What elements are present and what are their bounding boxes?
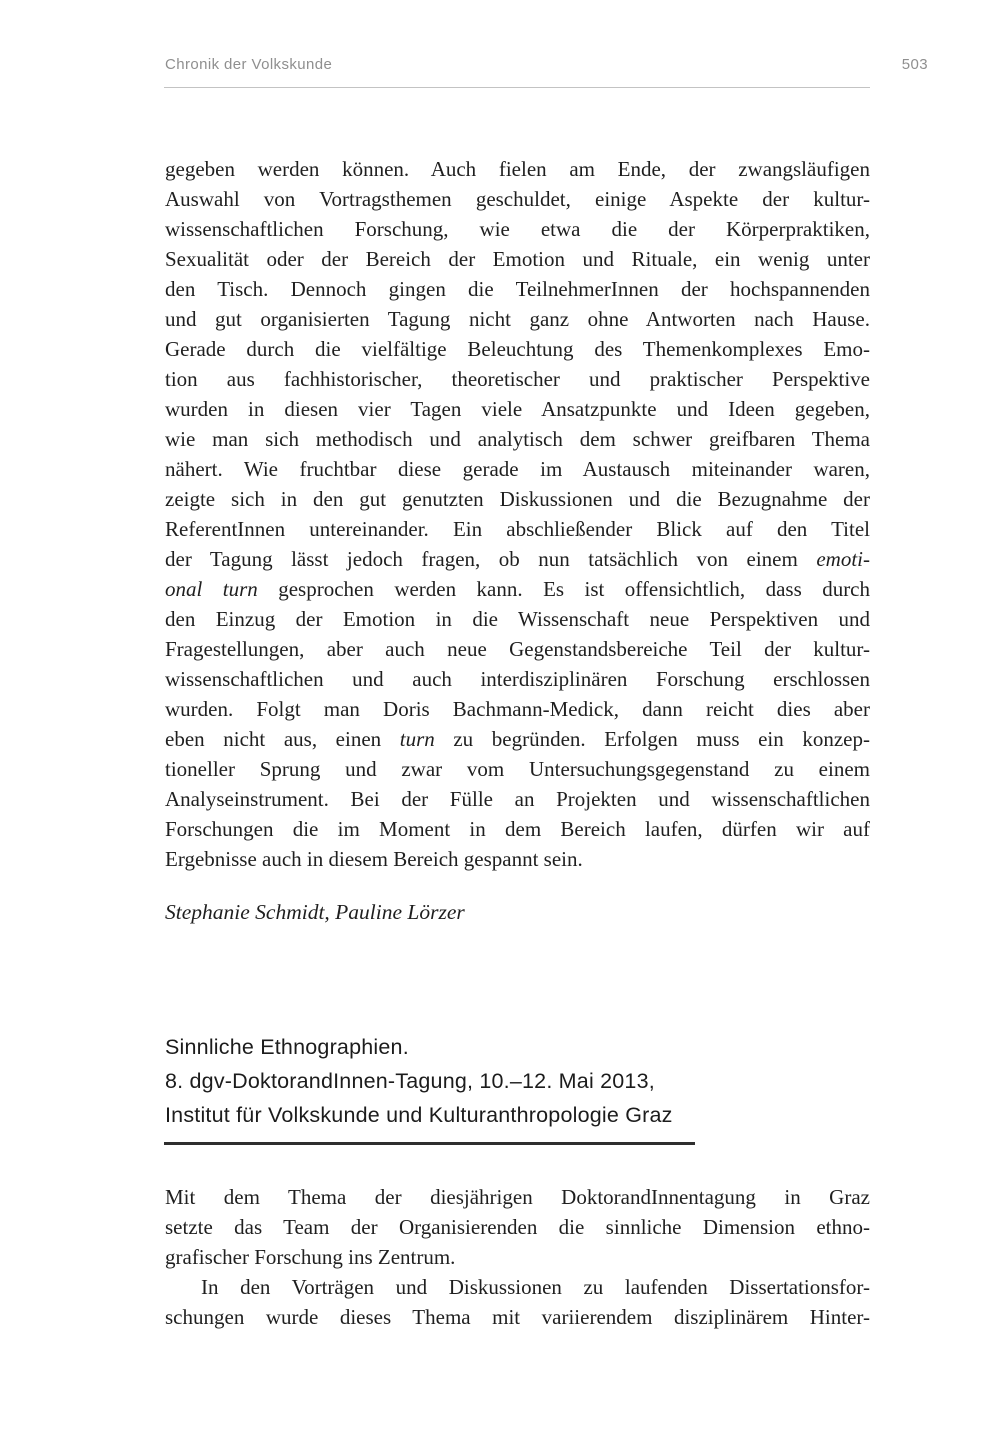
body-paragraph-2: [165, 1182, 870, 1332]
text-run: Fragestellungen, aber auch neue Gegenstandsbereiche Teil der kultur-: [165, 637, 870, 661]
text-line: [165, 1242, 870, 1272]
page-number: 503: [901, 56, 928, 73]
text-line: [165, 424, 870, 454]
text-line: [165, 1302, 870, 1332]
text-run: Analyseinstrument. Bei der Fülle an Projekten und wissenschaftlichen: [165, 787, 870, 811]
text-run: grafischer Forschung ins Zentrum.: [165, 1245, 456, 1269]
text-line: [165, 574, 870, 604]
heading-line-3: Institut für Volkskunde und Kulturanthropologie Graz: [165, 1103, 673, 1127]
italic-run: turn: [399, 727, 435, 751]
text-run: nähert. Wie fruchtbar diese gerade im Austausch miteinander waren,: [165, 457, 870, 481]
text-run: gesprochen werden kann. Es ist offensichtlich, dass durch: [257, 577, 871, 601]
text-line: [165, 1272, 870, 1302]
text-line: [165, 394, 870, 424]
text-run: wurden. Folgt man Doris Bachmann-Medick, dann reicht dies aber: [165, 697, 870, 721]
text-line: [165, 184, 870, 214]
text-run: Mit dem Thema der diesjährigen DoktorandInnentagung in Graz: [165, 1185, 870, 1209]
text-run: Gerade durch die vielfältige Beleuchtung des Themenkomplexes Emo-: [165, 337, 870, 361]
heading-line-2: 8. dgv-DoktorandInnen-Tagung, 10.–12. Mai 2013,: [165, 1069, 655, 1093]
text-run: zu begründen. Erfolgen muss ein konzep-: [434, 727, 870, 751]
header-rule: [164, 87, 870, 88]
author-line: Stephanie Schmidt, Pauline Lörzer: [165, 900, 465, 924]
text-line: [165, 304, 870, 334]
text-run: setzte das Team der Organisierenden die sinnliche Dimension ethno-: [165, 1215, 870, 1239]
running-header: [165, 56, 928, 73]
text-line: [165, 784, 870, 814]
heading-line-1: Sinnliche Ethnographien.: [165, 1035, 409, 1059]
text-line: [165, 664, 870, 694]
section-heading: [165, 1030, 870, 1132]
text-run: gegeben werden können. Auch fielen am Ende, der zwangsläufigen: [165, 157, 870, 181]
text-line: [165, 154, 870, 184]
text-line: [165, 694, 870, 724]
text-line: [165, 454, 870, 484]
text-line: [165, 844, 870, 874]
text-line: [165, 484, 870, 514]
text-run: wissenschaftlichen Forschung, wie etwa die der Körperpraktiken,: [165, 217, 870, 241]
text-run: Sexualität oder der Bereich der Emotion und Rituale, ein wenig unter: [165, 247, 870, 271]
text-run: In den Vorträgen und Diskussionen zu laufenden Dissertationsfor-: [201, 1275, 870, 1299]
text-run: eben nicht aus, einen: [165, 727, 400, 751]
text-line: [165, 1182, 870, 1212]
italic-run: emoti-: [816, 547, 870, 571]
italic-run: onal turn: [165, 577, 258, 601]
text-run: Forschungen die im Moment in dem Bereich laufen, dürfen wir auf: [165, 817, 870, 841]
text-run: zeigte sich in den gut genutzten Diskussionen und die Bezugnahme der: [165, 487, 870, 511]
text-line: [165, 814, 870, 844]
text-line: [165, 544, 870, 574]
text-line: [165, 1212, 870, 1242]
text-line: [165, 334, 870, 364]
text-run: tioneller Sprung und zwar vom Untersuchungsgegenstand zu einem: [165, 757, 870, 781]
journal-title: Chronik der Volkskunde: [165, 56, 333, 73]
text-line: [165, 634, 870, 664]
text-run: wurden in diesen vier Tagen viele Ansatzpunkte und Ideen gegeben,: [165, 397, 870, 421]
text-line: [165, 514, 870, 544]
text-line: [165, 244, 870, 274]
section-rule: [164, 1142, 695, 1145]
text-run: tion aus fachhistorischer, theoretischer und praktischer Perspektive: [165, 367, 870, 391]
text-run: den Einzug der Emotion in die Wissenschaft neue Perspektiven und: [165, 607, 870, 631]
text-run: ReferentInnen untereinander. Ein abschließender Blick auf den Titel: [165, 517, 870, 541]
text-line: [165, 724, 870, 754]
text-run: schungen wurde dieses Thema mit variierendem disziplinärem Hinter-: [165, 1305, 870, 1329]
text-line: [165, 604, 870, 634]
body-paragraph-1: [165, 154, 870, 874]
text-line: [165, 214, 870, 244]
text-run: wie man sich methodisch und analytisch dem schwer greifbaren Thema: [165, 427, 870, 451]
text-run: wissenschaftlichen und auch interdisziplinären Forschung erschlossen: [165, 667, 870, 691]
text-line: [165, 364, 870, 394]
text-run: der Tagung lässt jedoch fragen, ob nun tatsächlich von einem: [165, 547, 817, 571]
text-run: und gut organisierten Tagung nicht ganz ohne Antworten nach Hause.: [165, 307, 870, 331]
text-run: den Tisch. Dennoch gingen die TeilnehmerInnen der hochspannenden: [165, 277, 870, 301]
text-run: Auswahl von Vortragsthemen geschuldet, einige Aspekte der kultur-: [165, 187, 870, 211]
text-run: Ergebnisse auch in diesem Bereich gespannt sein.: [165, 847, 583, 871]
text-line: [165, 274, 870, 304]
text-line: [165, 754, 870, 784]
